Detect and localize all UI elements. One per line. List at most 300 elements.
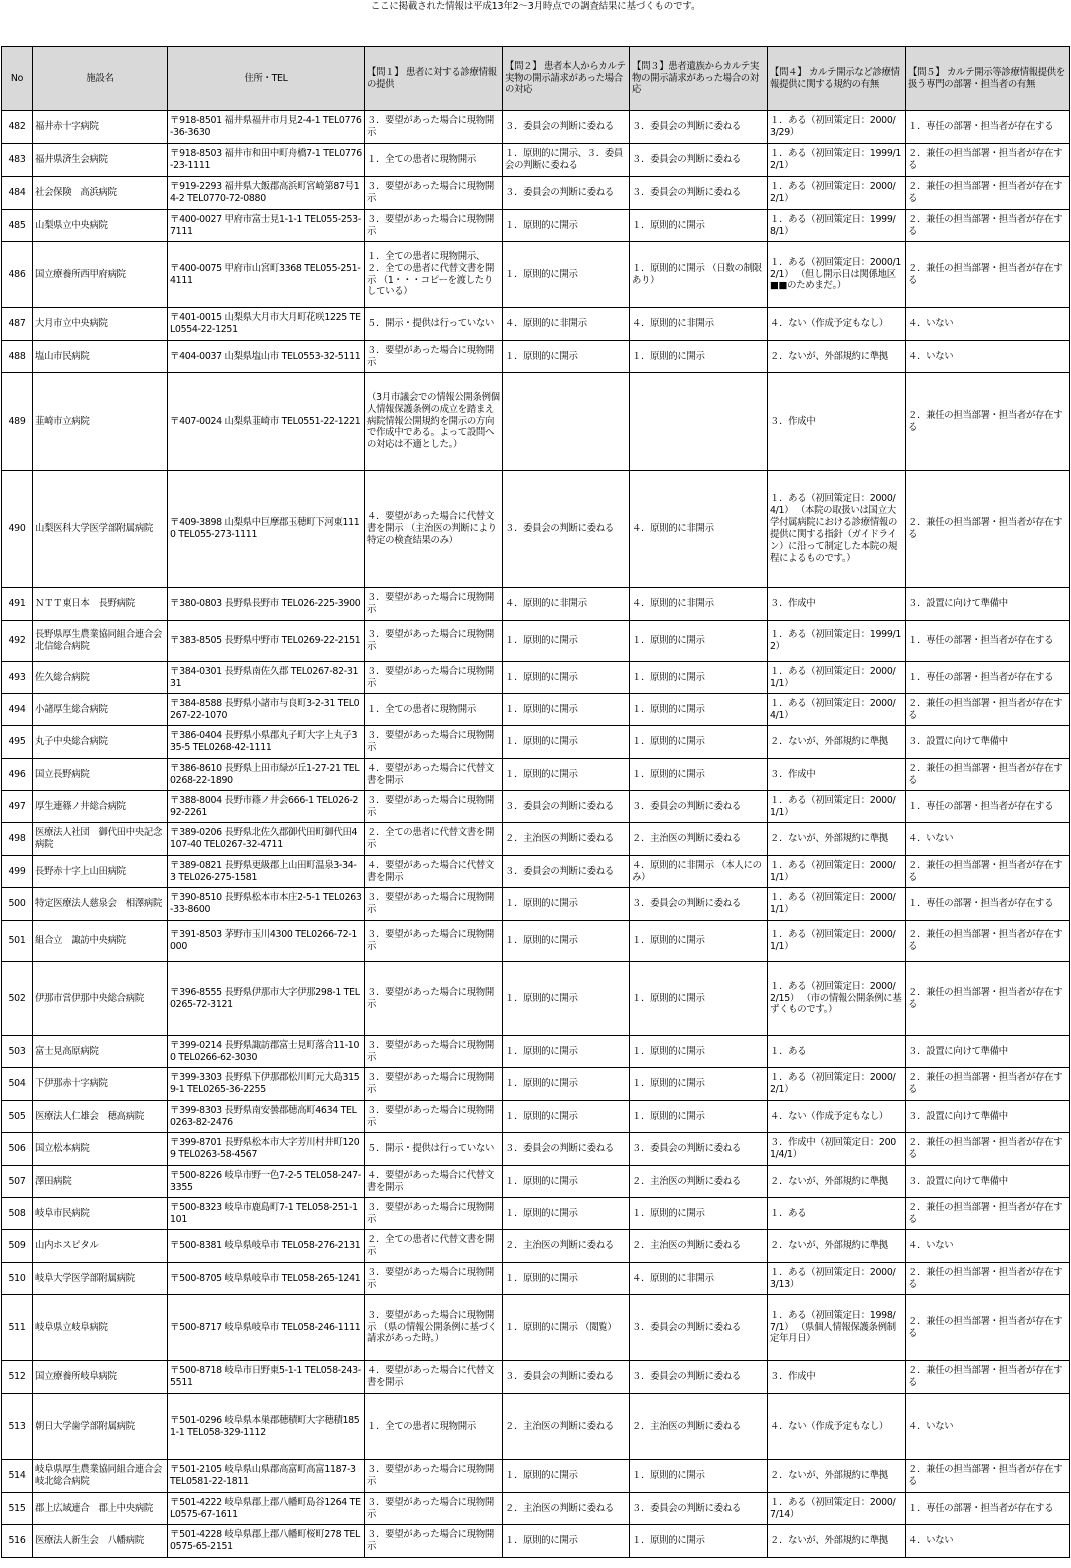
cell-address: 〒500-8717 岐阜県岐阜市 TEL058-246-1111 (168, 1295, 365, 1361)
cell-q5: １．専任の部署・担当者が存在する (906, 662, 1070, 694)
cell-q4: ３．作成中（初回策定日：2001/4/1） (768, 1133, 906, 1166)
header-q3: 【問３】患者遺族からカルテ実物の開示請求があった場合の対応 (630, 47, 768, 111)
cell-no: 514 (2, 1460, 33, 1493)
cell-name: 岐阜県厚生農業協同組合連合会 岐北総合病院 (33, 1460, 168, 1493)
cell-address: 〒399-8701 長野県松本市大字芳川村井町1209 TEL0263-58-4567 (168, 1133, 365, 1166)
header-q2: 【問２】 患者本人からカルテ実物の開示請求があった場合の対応 (503, 47, 630, 111)
cell-address: 〒380-0803 長野県長野市 TEL026-225-3900 (168, 588, 365, 621)
header-q4: 【問４】 カルテ開示など診療情報提供に関する規約の有無 (768, 47, 906, 111)
cell-q4: １．ある（初回策定日：2000/1/1） (768, 856, 906, 888)
cell-q2: １．原則的に開示 (503, 1263, 630, 1295)
cell-q3: ２．主治医の判断に委ねる (630, 1394, 768, 1460)
cell-q3 (630, 373, 768, 471)
cell-q3: １．原則的に開示 (630, 662, 768, 694)
cell-q4: １．ある（初回策定日：2000/4/1） （本院の取扱いは国立大学付属病院における診療情報の提供に関する指針（ガイドライン）に沿って制定した本院の規程によるものです。） (768, 471, 906, 588)
cell-name: 下伊那赤十字病院 (33, 1068, 168, 1101)
cell-q1: ３．要望があった場合に現物開示 (365, 111, 503, 144)
cell-address: 〒400-0027 甲府市富士見1-1-1 TEL055-253-7111 (168, 210, 365, 242)
cell-q1: ２．全ての患者に代替文書を開示 (365, 1230, 503, 1263)
cell-no: 489 (2, 373, 33, 471)
cell-q3: １．原則的に開示 （日数の制限あり） (630, 242, 768, 308)
cell-q2: １．原則的に開示、３．委員会の判断に委ねる (503, 144, 630, 177)
cell-q1: １．全ての患者に現物開示 (365, 144, 503, 177)
cell-q3: １．原則的に開示 (630, 1036, 768, 1068)
cell-q4: １．ある（初回策定日：2000/1/1） (768, 791, 906, 823)
cell-q2: １．原則的に開示 (503, 621, 630, 662)
cell-q4: １．ある (768, 1036, 906, 1068)
cell-q3: １．原則的に開示 (630, 1068, 768, 1101)
cell-q5: ２．兼任の担当部署・担当者が存在する (906, 921, 1070, 962)
cell-q5: ２．兼任の担当部署・担当者が存在する (906, 242, 1070, 308)
cell-q4: ３．作成中 (768, 588, 906, 621)
cell-q4: ２．ないが、外部規約に準拠 (768, 1230, 906, 1263)
cell-address: 〒500-8226 岐阜市野一色7-2-5 TEL058-247-3355 (168, 1166, 365, 1198)
cell-name: 長野赤十字上山田病院 (33, 856, 168, 888)
cell-q4: ２．ないが、外部規約に準拠 (768, 1166, 906, 1198)
cell-address: 〒500-8323 岐阜市鹿島町7-1 TEL058-251-1101 (168, 1198, 365, 1230)
cell-q1: ５．開示・提供は行っていない (365, 1133, 503, 1166)
cell-q4: １．ある（初回策定日：2000/2/1） (768, 177, 906, 210)
cell-q5: ２．兼任の担当部署・担当者が存在する (906, 1133, 1070, 1166)
table-row (2, 759, 1070, 791)
cell-no: 496 (2, 759, 33, 791)
cell-q4: ４．ない（作成予定もなし） (768, 1101, 906, 1133)
cell-q5: ２．兼任の担当部署・担当者が存在する (906, 210, 1070, 242)
cell-no: 504 (2, 1068, 33, 1101)
cell-name: 伊那市営伊那中央総合病院 (33, 962, 168, 1036)
cell-name: 社会保険 高浜病院 (33, 177, 168, 210)
cell-q5: ３．設置に向けて準備中 (906, 1036, 1070, 1068)
table-row (2, 308, 1070, 341)
cell-q5: ２．兼任の担当部署・担当者が存在する (906, 1361, 1070, 1394)
cell-no: 483 (2, 144, 33, 177)
cell-name: 大月市立中央病院 (33, 308, 168, 341)
header-q1: 【問１】 患者に対する診療情報の提供 (365, 47, 503, 111)
cell-no: 498 (2, 823, 33, 856)
cell-q4: ４．ない（作成予定もなし） (768, 308, 906, 341)
cell-q1: ３．要望があった場合に現物開示 (365, 791, 503, 823)
cell-q3: １．原則的に開示 (630, 1525, 768, 1558)
cell-q4: ３．作成中 (768, 759, 906, 791)
survey-date-note: ここに掲載された情報は平成13年2〜3月時点での調査結果に基づくものです。 (370, 1, 701, 12)
header-address: 住所・TEL (168, 47, 365, 111)
cell-q3: ３．委員会の判断に委ねる (630, 1133, 768, 1166)
cell-no: 508 (2, 1198, 33, 1230)
cell-q5: ２．兼任の担当部署・担当者が存在する (906, 471, 1070, 588)
cell-name: 小諸厚生総合病院 (33, 694, 168, 726)
cell-no: 506 (2, 1133, 33, 1166)
cell-q5: ３．設置に向けて準備中 (906, 1166, 1070, 1198)
cell-name: 山梨県立中央病院 (33, 210, 168, 242)
table-row (2, 1263, 1070, 1295)
cell-address: 〒500-8705 岐阜県岐阜市 TEL058-265-1241 (168, 1263, 365, 1295)
cell-no: 502 (2, 962, 33, 1036)
cell-q1: ３．要望があった場合に現物開示 (365, 588, 503, 621)
table-row (2, 662, 1070, 694)
cell-no: 491 (2, 588, 33, 621)
cell-q2: １．原則的に開示 (503, 759, 630, 791)
table-row (2, 823, 1070, 856)
hospital-survey-table (1, 46, 1070, 1558)
cell-q1: １．全ての患者に現物開示 (365, 694, 503, 726)
cell-no: 503 (2, 1036, 33, 1068)
cell-address: 〒501-0296 岐阜県本巣郡穂積町大字穂積1851-1 TEL058-329-1112 (168, 1394, 365, 1460)
table-row (2, 242, 1070, 308)
cell-no: 484 (2, 177, 33, 210)
cell-q3: ２．主治医の判断に委ねる (630, 1166, 768, 1198)
cell-q4: １．ある（初回策定日：2000/12/1） （但し開示日は関係地区■■のためまだ。） (768, 242, 906, 308)
cell-q4: １．ある（初回策定日：2000/4/1） (768, 694, 906, 726)
table-row (2, 1525, 1070, 1558)
cell-q3: ４．原則的に非開示 (630, 588, 768, 621)
cell-q3: １．原則的に開示 (630, 621, 768, 662)
cell-q3: ２．主治医の判断に委ねる (630, 823, 768, 856)
cell-address: 〒918-8501 福井県福井市月見2-4-1 TEL0776-36-3630 (168, 111, 365, 144)
cell-q1: ３．要望があった場合に現物開示 (365, 1198, 503, 1230)
cell-q4: １．ある（初回策定日：2000/1/1） (768, 662, 906, 694)
cell-q2: ４．原則的に非開示 (503, 308, 630, 341)
cell-q3: １．原則的に開示 (630, 210, 768, 242)
cell-q1: ３．要望があった場合に現物開示 (365, 662, 503, 694)
header-no: No (2, 47, 33, 111)
cell-no: 482 (2, 111, 33, 144)
cell-q3: ４．原則的に非開示 (630, 1263, 768, 1295)
table-row (2, 1198, 1070, 1230)
cell-q4: ２．ないが、外部規約に準拠 (768, 1525, 906, 1558)
cell-address: 〒500-8381 岐阜県岐阜市 TEL058-276-2131 (168, 1230, 365, 1263)
cell-name: 医療法人社団 御代田中央記念病院 (33, 823, 168, 856)
cell-name: 澤田病院 (33, 1166, 168, 1198)
cell-q5: ２．兼任の担当部署・担当者が存在する (906, 1263, 1070, 1295)
cell-q5: ４．いない (906, 308, 1070, 341)
cell-name: 国立長野病院 (33, 759, 168, 791)
cell-no: 513 (2, 1394, 33, 1460)
cell-q1: ３．要望があった場合に現物開示 (365, 1101, 503, 1133)
cell-q4: １．ある（初回策定日：2000/3/13） (768, 1263, 906, 1295)
cell-no: 495 (2, 726, 33, 759)
table-row (2, 588, 1070, 621)
cell-address: 〒399-0214 長野県諏訪郡富士見町落合11-100 TEL0266-62-3030 (168, 1036, 365, 1068)
cell-name: 富士見高原病院 (33, 1036, 168, 1068)
cell-q2: １．原則的に開示 (503, 341, 630, 373)
cell-q3: ３．委員会の判断に委ねる (630, 177, 768, 210)
cell-q3: ４．原則的に非開示 (630, 471, 768, 588)
cell-q5: ３．設置に向けて準備中 (906, 1101, 1070, 1133)
cell-q2: ４．原則的に非開示 (503, 588, 630, 621)
cell-q2: ３．委員会の判断に委ねる (503, 791, 630, 823)
cell-q2: ２．主治医の判断に委ねる (503, 1230, 630, 1263)
cell-q4: １．ある (768, 1198, 906, 1230)
cell-q4: １．ある（初回策定日：2000/2/1） (768, 1068, 906, 1101)
cell-q4: １．ある（初回策定日：2000/1/1） (768, 888, 906, 921)
cell-q3: ３．委員会の判断に委ねる (630, 1295, 768, 1361)
cell-address: 〒500-8718 岐阜市日野東5-1-1 TEL058-243-5511 (168, 1361, 365, 1394)
cell-q5: ２．兼任の担当部署・担当者が存在する (906, 856, 1070, 888)
cell-q5: １．専任の部署・担当者が存在する (906, 791, 1070, 823)
cell-q4: １．ある（初回策定日：1998/7/1） （県個人情報保護条例制定年月日） (768, 1295, 906, 1361)
cell-q3: １．原則的に開示 (630, 1198, 768, 1230)
cell-q5: ２．兼任の担当部署・担当者が存在する (906, 962, 1070, 1036)
cell-q2: １．原則的に開示 (503, 888, 630, 921)
cell-q1: ３．要望があった場合に現物開示 (365, 1036, 503, 1068)
cell-q1: ５．開示・提供は行っていない (365, 308, 503, 341)
cell-q5: ２．兼任の担当部署・担当者が存在する (906, 373, 1070, 471)
table-row (2, 1460, 1070, 1493)
cell-address: 〒389-0821 長野県更級郡上山田町温泉3-34-3 TEL026-275-1581 (168, 856, 365, 888)
cell-q4: ４．ない（作成予定もなし） (768, 1394, 906, 1460)
cell-q4: １．ある（初回策定日：1999/12/1） (768, 144, 906, 177)
cell-no: 494 (2, 694, 33, 726)
cell-no: 510 (2, 1263, 33, 1295)
cell-q1: ４．要望があった場合に代替文書を開示 (365, 1166, 503, 1198)
cell-q1: ３．要望があった場合に現物開示 (365, 341, 503, 373)
cell-address: 〒399-8303 長野県南安曇郡穂高町4634 TEL0263-82-2476 (168, 1101, 365, 1133)
cell-q4: １．ある（初回策定日：2000/1/1） (768, 921, 906, 962)
cell-q3: ３．委員会の判断に委ねる (630, 1493, 768, 1525)
cell-q3: ３．委員会の判断に委ねる (630, 1361, 768, 1394)
cell-name: 医療法人仁雄会 穂高病院 (33, 1101, 168, 1133)
cell-address: 〒384-8588 長野県小諸市与良町3-2-31 TEL0267-22-1070 (168, 694, 365, 726)
cell-q2: ３．委員会の判断に委ねる (503, 471, 630, 588)
table-row (2, 1394, 1070, 1460)
cell-address: 〒407-0024 山梨県韮崎市 TEL0551-22-1221 (168, 373, 365, 471)
cell-q1: ４．要望があった場合に代替文書を開示 （主治医の判断により特定の検査結果のみ） (365, 471, 503, 588)
cell-no: 490 (2, 471, 33, 588)
table-row (2, 1295, 1070, 1361)
cell-q3: ４．原則的に非開示 （本人にのみ） (630, 856, 768, 888)
cell-address: 〒919-2293 福井県大飯郡高浜町宮崎第87号14-2 TEL0770-72-0880 (168, 177, 365, 210)
cell-no: 486 (2, 242, 33, 308)
cell-q5: ２．兼任の担当部署・担当者が存在する (906, 694, 1070, 726)
table-row (2, 856, 1070, 888)
cell-address: 〒383-8505 長野県中野市 TEL0269-22-2151 (168, 621, 365, 662)
cell-q5: １．専任の部署・担当者が存在する (906, 111, 1070, 144)
cell-q2: １．原則的に開示 (503, 210, 630, 242)
cell-q2: ３．委員会の判断に委ねる (503, 1361, 630, 1394)
cell-q1: ３．要望があった場合に現物開示 (365, 621, 503, 662)
cell-q2: １．原則的に開示 (503, 1166, 630, 1198)
cell-no: 500 (2, 888, 33, 921)
cell-q3: ３．委員会の判断に委ねる (630, 111, 768, 144)
cell-q3: ２．主治医の判断に委ねる (630, 1230, 768, 1263)
table-row (2, 1036, 1070, 1068)
cell-q4: ２．ないが、外部規約に準拠 (768, 1460, 906, 1493)
cell-q2: １．原則的に開示 (503, 962, 630, 1036)
table-row (2, 1361, 1070, 1394)
cell-name: 国立療養所岐阜病院 (33, 1361, 168, 1394)
cell-q1: ３．要望があった場合に現物開示 (365, 962, 503, 1036)
cell-address: 〒389-0206 長野県北佐久郡御代田町御代田4107-40 TEL0267-32-4711 (168, 823, 365, 856)
cell-q5: ４．いない (906, 1394, 1070, 1460)
cell-address: 〒400-0075 甲府市山宮町3368 TEL055-251-4111 (168, 242, 365, 308)
cell-no: 512 (2, 1361, 33, 1394)
table-row (2, 111, 1070, 144)
cell-q1: ３．要望があった場合に現物開示 （県の情報公開条例に基づく請求があった時。） (365, 1295, 503, 1361)
cell-no: 497 (2, 791, 33, 823)
cell-address: 〒396-8555 長野県伊那市大字伊那298-1 TEL0265-72-3121 (168, 962, 365, 1036)
cell-q5: ２．兼任の担当部署・担当者が存在する (906, 1198, 1070, 1230)
cell-no: 516 (2, 1525, 33, 1558)
header-row (2, 47, 1070, 111)
table-row (2, 1166, 1070, 1198)
cell-q2 (503, 373, 630, 471)
cell-name: 組合立 諏訪中央病院 (33, 921, 168, 962)
cell-q1: ３．要望があった場合に現物開示 (365, 921, 503, 962)
cell-no: 485 (2, 210, 33, 242)
cell-q1: ３．要望があった場合に現物開示 (365, 1263, 503, 1295)
table-row (2, 1101, 1070, 1133)
cell-name: 福井県済生会病院 (33, 144, 168, 177)
cell-q2: １．原則的に開示 (503, 1036, 630, 1068)
cell-address: 〒501-2105 岐阜県山県郡高富町高富1187-3 TEL0581-22-1811 (168, 1460, 365, 1493)
table-row (2, 791, 1070, 823)
cell-address: 〒501-4228 岐阜県郡上郡八幡町桜町278 TEL0575-65-2151 (168, 1525, 365, 1558)
table-row (2, 888, 1070, 921)
cell-q4: ３．作成中 (768, 1361, 906, 1394)
cell-q2: １．原則的に開示 (503, 1101, 630, 1133)
cell-name: 郡上広域連合 郡上中央病院 (33, 1493, 168, 1525)
cell-q5: ２．兼任の担当部署・担当者が存在する (906, 1068, 1070, 1101)
cell-name: 岐阜大学医学部附属病院 (33, 1263, 168, 1295)
cell-q3: ３．委員会の判断に委ねる (630, 888, 768, 921)
cell-q4: １．ある（初回策定日：1999/8/1） (768, 210, 906, 242)
cell-q5: ２．兼任の担当部署・担当者が存在する (906, 1460, 1070, 1493)
table-row (2, 962, 1070, 1036)
cell-no: 499 (2, 856, 33, 888)
cell-name: 厚生連篠ノ井総合病院 (33, 791, 168, 823)
cell-q4: ２．ないが、外部規約に準拠 (768, 726, 906, 759)
cell-no: 487 (2, 308, 33, 341)
cell-q2: ２．主治医の判断に委ねる (503, 823, 630, 856)
cell-q3: １．原則的に開示 (630, 1460, 768, 1493)
table-row (2, 1133, 1070, 1166)
cell-q4: ２．ないが、外部規約に準拠 (768, 823, 906, 856)
cell-q2: ３．委員会の判断に委ねる (503, 177, 630, 210)
table-row (2, 373, 1070, 471)
table-row (2, 694, 1070, 726)
table-row (2, 1230, 1070, 1263)
cell-name: 長野県厚生農業協同組合連合会 北信総合病院 (33, 621, 168, 662)
cell-q5: １．専任の部署・担当者が存在する (906, 888, 1070, 921)
cell-address: 〒386-0404 長野県小県郡丸子町大字上丸子335-5 TEL0268-42-1111 (168, 726, 365, 759)
cell-no: 511 (2, 1295, 33, 1361)
cell-address: 〒391-8503 茅野市玉川4300 TEL0266-72-1000 (168, 921, 365, 962)
cell-q5: ３．設置に向けて準備中 (906, 588, 1070, 621)
cell-no: 493 (2, 662, 33, 694)
cell-q2: ３．委員会の判断に委ねる (503, 1133, 630, 1166)
cell-q5: ４．いない (906, 1230, 1070, 1263)
cell-name: 朝日大学歯学部附属病院 (33, 1394, 168, 1460)
cell-q1: ３．要望があった場合に現物開示 (365, 888, 503, 921)
cell-q1: ３．要望があった場合に現物開示 (365, 1068, 503, 1101)
cell-q2: １．原則的に開示 (503, 242, 630, 308)
cell-q5: １．専任の部署・担当者が存在する (906, 621, 1070, 662)
table-row (2, 210, 1070, 242)
cell-q4: １．ある（初回策定日：1999/12） (768, 621, 906, 662)
cell-name: 医療法人新生会 八幡病院 (33, 1525, 168, 1558)
cell-q2: ３．委員会の判断に委ねる (503, 111, 630, 144)
cell-q4: １．ある（初回策定日：2000/3/29） (768, 111, 906, 144)
cell-q2: １．原則的に開示 (503, 1198, 630, 1230)
cell-q4: ３．作成中 (768, 373, 906, 471)
cell-q2: １．原則的に開示 (503, 1068, 630, 1101)
cell-q2: ２．主治医の判断に委ねる (503, 1493, 630, 1525)
cell-q1: １．全ての患者に現物開示 (365, 1394, 503, 1460)
cell-q2: １．原則的に開示 (503, 694, 630, 726)
cell-q2: １．原則的に開示 （閲覧） (503, 1295, 630, 1361)
cell-name: 佐久総合病院 (33, 662, 168, 694)
cell-name: 国立松本病院 (33, 1133, 168, 1166)
cell-no: 505 (2, 1101, 33, 1133)
cell-q1: ３．要望があった場合に現物開示 (365, 210, 503, 242)
header-q5: 【問５】 カルテ開示等診療情報提供を扱う専門の部署・担当者の有無 (906, 47, 1070, 111)
cell-address: 〒388-8004 長野市篠ノ井会666-1 TEL026-292-2261 (168, 791, 365, 823)
cell-q1: ３．要望があった場合に現物開示 (365, 177, 503, 210)
cell-name: 丸子中央総合病院 (33, 726, 168, 759)
cell-name: 特定医療法人慈泉会 相澤病院 (33, 888, 168, 921)
cell-q1: ３．要望があった場合に現物開示 (365, 1493, 503, 1525)
cell-q1: ３．要望があった場合に現物開示 (365, 726, 503, 759)
table-row (2, 621, 1070, 662)
cell-q2: １．原則的に開示 (503, 921, 630, 962)
cell-no: 492 (2, 621, 33, 662)
cell-q2: １．原則的に開示 (503, 662, 630, 694)
table-row (2, 341, 1070, 373)
cell-q4: １．ある（初回策定日：2000/7/14） (768, 1493, 906, 1525)
cell-q3: １．原則的に開示 (630, 962, 768, 1036)
cell-q3: ４．原則的に非開示 (630, 308, 768, 341)
cell-q5: ４．いない (906, 823, 1070, 856)
cell-no: 509 (2, 1230, 33, 1263)
cell-q1: （3月市議会での情報公開条例個人情報保護条例の成立を踏まえ病院情報公開規約を開示の方向で作成中である。よって設問への対応は不適とした。） (365, 373, 503, 471)
cell-name: 山梨医科大学医学部附属病院 (33, 471, 168, 588)
cell-q5: ２．兼任の担当部署・担当者が存在する (906, 144, 1070, 177)
cell-q2: １．原則的に開示 (503, 726, 630, 759)
cell-q4: ２．ないが、外部規約に準拠 (768, 341, 906, 373)
cell-name: ＮＴＴ東日本 長野病院 (33, 588, 168, 621)
cell-q5: ２．兼任の担当部署・担当者が存在する (906, 177, 1070, 210)
cell-q3: ３．委員会の判断に委ねる (630, 791, 768, 823)
cell-q3: １．原則的に開示 (630, 921, 768, 962)
cell-q3: １．原則的に開示 (630, 694, 768, 726)
cell-q2: １．原則的に開示 (503, 1460, 630, 1493)
table-row (2, 177, 1070, 210)
cell-q2: １．原則的に開示 (503, 1525, 630, 1558)
cell-no: 515 (2, 1493, 33, 1525)
cell-q3: ３．委員会の判断に委ねる (630, 144, 768, 177)
cell-address: 〒409-3898 山梨県中巨摩郡玉穂町下河東1110 TEL055-273-1111 (168, 471, 365, 588)
cell-q1: １．全ての患者に現物開示、２．全ての患者に代替文書を開示 （1・・・コピーを渡したりしている） (365, 242, 503, 308)
cell-q3: １．原則的に開示 (630, 726, 768, 759)
table-row (2, 726, 1070, 759)
cell-address: 〒399-3303 長野県下伊那郡松川町元大島3159-1 TEL0265-36-2255 (168, 1068, 365, 1101)
cell-q5: ２．兼任の担当部署・担当者が存在する (906, 759, 1070, 791)
cell-name: 国立療養所西甲府病院 (33, 242, 168, 308)
table-row (2, 1068, 1070, 1101)
cell-no: 488 (2, 341, 33, 373)
cell-q2: ２．主治医の判断に委ねる (503, 1394, 630, 1460)
cell-no: 501 (2, 921, 33, 962)
cell-address: 〒386-8610 長野県上田市緑が丘1-27-21 TEL0268-22-1890 (168, 759, 365, 791)
cell-address: 〒501-4222 岐阜県郡上郡八幡町島谷1264 TEL0575-67-1611 (168, 1493, 365, 1525)
cell-q3: １．原則的に開示 (630, 1101, 768, 1133)
cell-name: 韮崎市立病院 (33, 373, 168, 471)
cell-name: 塩山市民病院 (33, 341, 168, 373)
cell-q1: ４．要望があった場合に代替文書を開示 (365, 1361, 503, 1394)
table-row (2, 1493, 1070, 1525)
table-row (2, 921, 1070, 962)
cell-q3: １．原則的に開示 (630, 341, 768, 373)
